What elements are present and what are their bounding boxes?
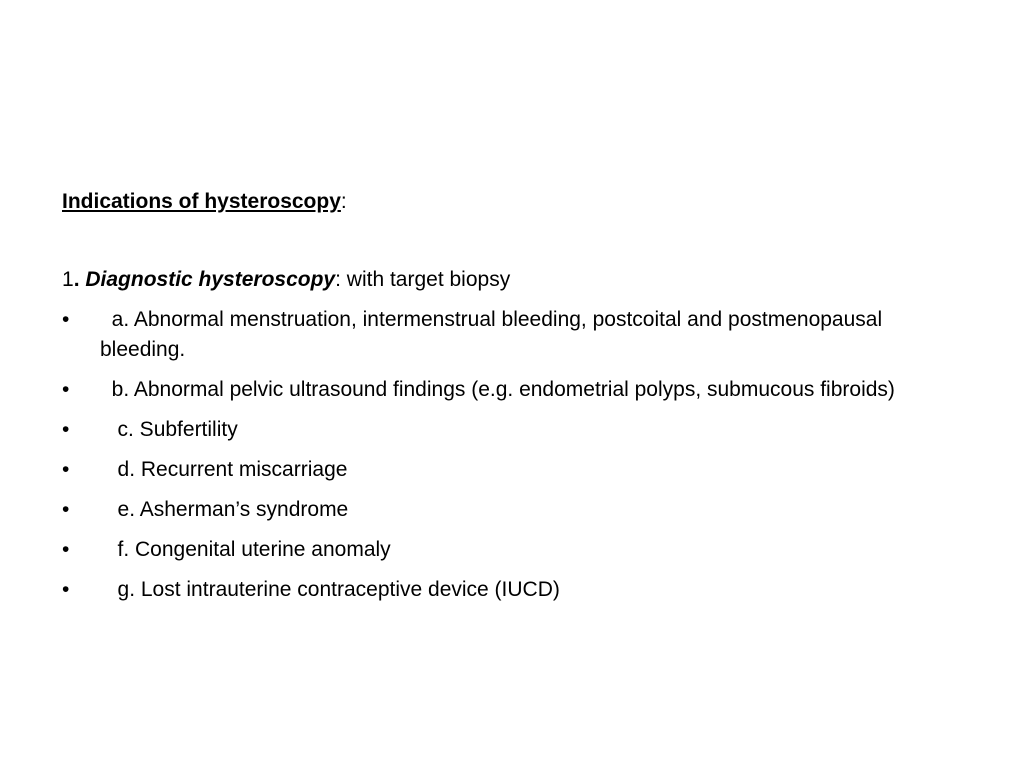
list-item-text: d. Recurrent miscarriage: [100, 458, 348, 481]
bullet-icon: •: [62, 308, 70, 331]
list-item: [62, 375, 962, 405]
subheading-term: Diagnostic hysteroscopy: [79, 268, 336, 291]
list-item-text: b. Abnormal pelvic ultrasound findings (e.g. endometrial polyps, submucous fibroids): [100, 378, 895, 401]
heading-text: Indications of hysteroscopy: [62, 190, 341, 213]
bullet-icon: •: [62, 418, 70, 441]
list-item: [62, 495, 962, 525]
list-item: [62, 575, 962, 605]
bullet-icon: •: [62, 378, 70, 401]
list-item: [62, 305, 962, 365]
list-item-text: c. Subfertility: [100, 418, 238, 441]
subheading-rest: : with target biopsy: [335, 268, 511, 291]
bullet-icon: •: [62, 498, 70, 521]
bullet-icon: •: [62, 458, 70, 481]
list-item-text: a. Abnormal menstruation, intermenstrual bleeding, postcoital and postmenopausal bleeding.: [100, 308, 888, 361]
list-item-text: e. Asherman’s syndrome: [100, 498, 349, 521]
slide-content: [62, 185, 962, 601]
bullet-icon: •: [62, 538, 70, 561]
list-item-text: g. Lost intrauterine contraceptive device (IUCD): [100, 578, 560, 601]
indication-list: [62, 305, 962, 615]
list-item-text: f. Congenital uterine anomaly: [100, 538, 391, 561]
heading-colon: :: [340, 190, 347, 213]
subheading-number: 1: [62, 268, 74, 291]
bullet-icon: •: [62, 578, 70, 601]
list-item: [62, 455, 962, 485]
slide-heading: [62, 185, 962, 219]
subheading-dot: .: [73, 268, 80, 291]
list-item: [62, 535, 962, 565]
list-item: [62, 415, 962, 445]
subheading: [62, 265, 510, 295]
